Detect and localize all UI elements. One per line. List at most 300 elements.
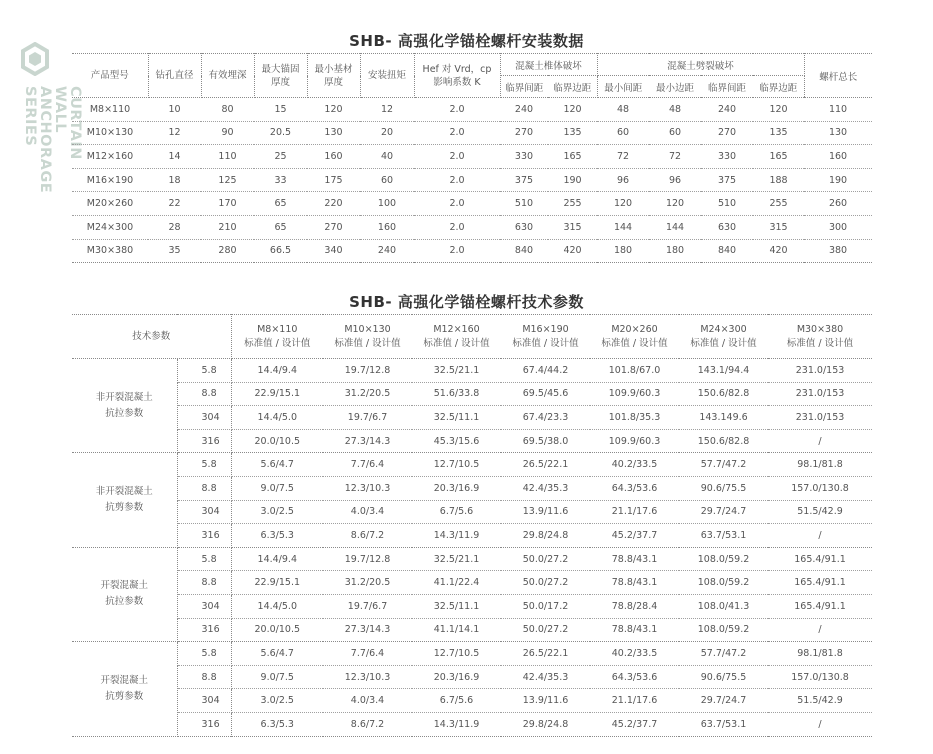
header-total-length: 螺杆总长: [804, 54, 872, 98]
table-cell: 190: [548, 168, 597, 192]
table-cell: 2.0: [414, 168, 500, 192]
value-cell: 78.8/43.1: [590, 571, 679, 595]
value-cell: 41.1/14.1: [412, 618, 501, 642]
table-row: [72, 642, 872, 666]
value-cell: 26.5/22.1: [501, 453, 590, 477]
value-cell: 63.7/53.1: [679, 524, 768, 548]
model-cell: M8×110: [72, 98, 148, 122]
grade-cell: 316: [177, 524, 231, 548]
value-cell: 7.7/6.4: [323, 642, 412, 666]
value-cell: 150.6/82.8: [679, 382, 768, 406]
table-row: [72, 121, 872, 145]
value-cell: 9.0/7.5: [231, 476, 323, 500]
table-cell: 22: [148, 192, 201, 216]
group-label-line1: 开裂混凝土: [100, 580, 148, 592]
value-cell: 109.9/60.3: [590, 429, 679, 453]
param-group-label: [72, 642, 177, 736]
param-group-label: [72, 359, 177, 453]
table-cell: 165: [753, 145, 804, 169]
table-cell: 135: [548, 121, 597, 145]
value-cell: 45.3/15.6: [412, 429, 501, 453]
table-row: [72, 594, 872, 618]
model-name: M16×190: [522, 323, 569, 335]
value-cell: 165.4/91.1: [768, 571, 872, 595]
value-cell: 50.0/27.2: [501, 571, 590, 595]
table-cell: 2.0: [414, 215, 500, 239]
table-cell: 135: [753, 121, 804, 145]
value-cell: 64.3/53.6: [590, 665, 679, 689]
table-cell: 110: [201, 145, 254, 169]
value-cell: 109.9/60.3: [590, 382, 679, 406]
model-cell: M16×190: [72, 168, 148, 192]
header-split-group: 混凝土劈裂破坏: [597, 54, 804, 76]
value-cell: 231.0/153: [768, 359, 872, 383]
table-cell: 60: [360, 168, 414, 192]
value-cell: 7.7/6.4: [323, 453, 412, 477]
table-cell: 280: [218, 245, 237, 257]
table-cell: 240: [701, 98, 753, 122]
model-name: M20×260: [611, 323, 658, 335]
grade-cell: 316: [177, 618, 231, 642]
value-cell: 13.9/11.6: [501, 689, 590, 713]
model-sub-label: 标准值 / 设计值: [786, 337, 854, 349]
table-cell: 130: [307, 121, 360, 145]
header-depth: 有效埋深: [201, 54, 254, 98]
value-cell: 78.8/28.4: [590, 594, 679, 618]
value-cell: 27.3/14.3: [323, 429, 412, 453]
grade-cell: 304: [177, 500, 231, 524]
table-row: [72, 359, 872, 383]
value-cell: 12.3/10.3: [323, 665, 412, 689]
table-row: [72, 406, 872, 430]
value-cell: 32.5/21.1: [412, 359, 501, 383]
header-cone-group: 混凝土椎体破坏: [500, 54, 597, 76]
table-cell: 35: [168, 245, 181, 257]
table-cell: 188: [753, 168, 804, 192]
value-cell: 4.0/3.4: [323, 689, 412, 713]
table-cell: 15: [254, 98, 307, 122]
model-sub-label: 标准值 / 设计值: [512, 337, 579, 349]
value-cell: 32.5/11.1: [412, 594, 501, 618]
header-hef-factor: Hef 对 Vrd，cp 影响系数 K: [414, 54, 500, 98]
table-row: [72, 192, 872, 216]
value-cell: 14.4/5.0: [231, 594, 323, 618]
table-cell: 65: [254, 215, 307, 239]
value-cell: 165.4/91.1: [768, 594, 872, 618]
table-cell: 144: [649, 215, 701, 239]
table-cell: 80: [201, 98, 254, 122]
table-row: [72, 453, 872, 477]
table-cell: 330: [500, 145, 548, 169]
model-sub-label: 标准值 / 设计值: [423, 337, 490, 349]
value-cell: 6.3/5.3: [260, 718, 294, 730]
value-cell: 50.0/27.2: [501, 618, 590, 642]
value-cell: 20.0/10.5: [231, 429, 323, 453]
table-cell: 2.0: [414, 192, 500, 216]
table-cell: 160: [804, 145, 872, 169]
table-cell: 270: [701, 121, 753, 145]
table-cell: 120: [649, 192, 701, 216]
value-cell: 78.8/43.1: [590, 547, 679, 571]
group-label-line2: 抗剪参数: [105, 502, 144, 514]
value-cell: 8.6/7.2: [323, 524, 412, 548]
value-cell: 157.0/130.8: [768, 476, 872, 500]
value-cell: 31.2/20.5: [323, 382, 412, 406]
table-cell: 72: [597, 145, 649, 169]
table-row: [72, 476, 872, 500]
table-cell: 420: [769, 245, 788, 257]
value-cell: 101.8/67.0: [590, 359, 679, 383]
table-row: [72, 239, 872, 263]
model-sub-label: 标准值 / 设计值: [334, 337, 401, 349]
table-cell: 380: [828, 245, 848, 257]
table-cell: 165: [548, 145, 597, 169]
group-label-line2: 抗拉参数: [105, 596, 144, 608]
table-cell: 170: [201, 192, 254, 216]
table-cell: 72: [649, 145, 701, 169]
value-cell: 143.149.6: [679, 406, 768, 430]
value-cell: 32.5/21.1: [412, 547, 501, 571]
table-cell: 18: [148, 168, 201, 192]
table-cell: 220: [307, 192, 360, 216]
value-cell: 51.5/42.9: [768, 689, 872, 713]
value-cell: 27.3/14.3: [323, 618, 412, 642]
table-row: [72, 500, 872, 524]
table-cell: 840: [717, 245, 737, 257]
model-header: [679, 315, 768, 359]
table-cell: 270: [307, 215, 360, 239]
value-cell: 45.2/37.7: [590, 524, 679, 548]
model-cell: M30×380: [86, 245, 134, 257]
model-sub-label: 标准值 / 设计值: [601, 337, 668, 349]
table-cell: 330: [701, 145, 753, 169]
value-cell: 101.8/35.3: [590, 406, 679, 430]
table-row: [72, 571, 872, 595]
table-cell: 300: [804, 215, 872, 239]
table-cell: 48: [649, 98, 701, 122]
value-cell: 14.3/11.9: [412, 524, 501, 548]
group-label-line1: 非开裂混凝土: [95, 486, 153, 498]
header-min-base: 最小基材厚度: [307, 54, 360, 98]
value-cell: 29.7/24.7: [679, 689, 768, 713]
grade-cell: 304: [177, 594, 231, 618]
value-cell: 6.3/5.3: [231, 524, 323, 548]
model-name: M8×110: [257, 323, 298, 335]
grade-cell: 316: [177, 712, 231, 736]
side-text-line1: CURTAIN WALL ANCHORAGE: [37, 86, 83, 194]
value-cell: 157.0/130.8: [768, 665, 872, 689]
value-cell: 64.3/53.6: [590, 476, 679, 500]
header-min-edge: 最小边距: [649, 76, 701, 98]
table-cell: 630: [500, 215, 548, 239]
model-sub-label: 标准值 / 设计值: [244, 337, 311, 349]
model-name: M30×380: [796, 323, 844, 335]
table-row: [72, 618, 872, 642]
table-cell: 60: [597, 121, 649, 145]
value-cell: 19.7/6.7: [323, 406, 412, 430]
table-cell: 65: [254, 192, 307, 216]
value-cell: 42.4/35.3: [501, 476, 590, 500]
value-cell: 21.1/17.6: [590, 500, 679, 524]
table-cell: 33: [254, 168, 307, 192]
header-crit-spacing: 临界间距: [500, 76, 548, 98]
value-cell: 50.0/17.2: [501, 594, 590, 618]
table-cell: 160: [360, 215, 414, 239]
grade-cell: 304: [177, 689, 231, 713]
table-cell: 120: [753, 98, 804, 122]
grade-cell: 5.8: [177, 453, 231, 477]
value-cell: 32.5/11.1: [412, 406, 501, 430]
value-cell: 50.0/27.2: [501, 547, 590, 571]
value-cell: 67.4/44.2: [501, 359, 590, 383]
value-cell: 231.0/153: [768, 406, 872, 430]
table-cell: 120: [597, 192, 649, 216]
header-model: 产品型号: [72, 54, 148, 98]
group-label-line2: 抗剪参数: [105, 690, 144, 702]
value-cell: 22.9/15.1: [231, 571, 323, 595]
value-cell: 5.6/4.7: [231, 453, 323, 477]
model-header: [501, 315, 590, 359]
value-cell: 21.1/17.6: [590, 689, 679, 713]
table-cell: 420: [563, 245, 582, 257]
value-cell: 5.6/4.7: [231, 642, 323, 666]
side-text-line2: SERIES: [22, 86, 38, 147]
table-cell: 130: [804, 121, 872, 145]
value-cell: 63.7/53.1: [700, 718, 747, 730]
header-drill: 钻孔直径: [148, 54, 201, 98]
value-cell: 6.7/5.6: [412, 500, 501, 524]
install-data-table: [72, 53, 872, 263]
table-cell: 2.0: [414, 121, 500, 145]
value-cell: 20.3/16.9: [412, 476, 501, 500]
value-cell: 12.3/10.3: [323, 476, 412, 500]
grade-cell: 5.8: [177, 642, 231, 666]
value-cell: 108.0/59.2: [679, 618, 768, 642]
table-cell: 10: [148, 98, 201, 122]
table-cell: 40: [360, 145, 414, 169]
table-cell: 630: [701, 215, 753, 239]
table-cell: 2.0: [414, 98, 500, 122]
value-cell: 14.4/5.0: [231, 406, 323, 430]
value-cell: 90.6/75.5: [679, 665, 768, 689]
model-name: M10×130: [344, 323, 391, 335]
table-row: [72, 665, 872, 689]
value-cell: 98.1/81.8: [768, 453, 872, 477]
table-cell: 125: [201, 168, 254, 192]
value-cell: 78.8/43.1: [590, 618, 679, 642]
value-cell: 69.5/38.0: [501, 429, 590, 453]
model-header: [412, 315, 501, 359]
table-cell: 20: [360, 121, 414, 145]
table-row: [72, 215, 872, 239]
table-cell: 510: [701, 192, 753, 216]
value-cell: 9.0/7.5: [231, 665, 323, 689]
table-cell: 12: [148, 121, 201, 145]
table-cell: 180: [613, 245, 633, 257]
model-cell: M24×300: [72, 215, 148, 239]
value-cell: 98.1/81.8: [768, 642, 872, 666]
value-cell: 3.0/2.5: [231, 689, 323, 713]
grade-cell: 5.8: [177, 359, 231, 383]
model-header: [590, 315, 679, 359]
table-cell: 240: [377, 245, 397, 257]
value-cell: 26.5/22.1: [501, 642, 590, 666]
group-label-line1: 非开裂混凝土: [95, 391, 153, 403]
value-cell: /: [768, 429, 872, 453]
tech-params-table: [72, 314, 872, 737]
table-cell: 175: [307, 168, 360, 192]
table-cell: 210: [201, 215, 254, 239]
value-cell: 22.9/15.1: [231, 382, 323, 406]
table-row: [72, 547, 872, 571]
header-max-thickness: 最大锚固厚度: [254, 54, 307, 98]
table-row: [72, 429, 872, 453]
value-cell: 41.1/22.4: [412, 571, 501, 595]
table-cell: 2.0: [414, 145, 500, 169]
value-cell: 6.7/5.6: [412, 689, 501, 713]
value-cell: 69.5/45.6: [501, 382, 590, 406]
grade-cell: 8.8: [177, 382, 231, 406]
value-cell: 19.7/12.8: [323, 359, 412, 383]
table-cell: 2.0: [449, 245, 465, 257]
value-cell: 143.1/94.4: [679, 359, 768, 383]
table-cell: 255: [548, 192, 597, 216]
header-tech-params: 技术参数: [72, 315, 231, 359]
table-row: [72, 98, 872, 122]
value-cell: 90.6/75.5: [679, 476, 768, 500]
table-cell: 340: [324, 245, 343, 257]
model-header: [323, 315, 412, 359]
table-cell: 90: [201, 121, 254, 145]
value-cell: 14.4/9.4: [231, 359, 323, 383]
table-cell: 190: [804, 168, 872, 192]
value-cell: 57.7/47.2: [679, 453, 768, 477]
grade-cell: 8.8: [177, 476, 231, 500]
value-cell: 57.7/47.2: [679, 642, 768, 666]
value-cell: 51.5/42.9: [768, 500, 872, 524]
value-cell: 40.2/33.5: [590, 642, 679, 666]
value-cell: 14.4/9.4: [231, 547, 323, 571]
table-cell: 510: [500, 192, 548, 216]
table-cell: 270: [500, 121, 548, 145]
value-cell: 42.4/35.3: [501, 665, 590, 689]
table-cell: 144: [597, 215, 649, 239]
value-cell: 31.2/20.5: [323, 571, 412, 595]
grade-cell: 8.8: [177, 665, 231, 689]
table-cell: 120: [307, 98, 360, 122]
table-cell: 100: [360, 192, 414, 216]
table-cell: 25: [254, 145, 307, 169]
value-cell: 20.0/10.5: [231, 618, 323, 642]
table-cell: 12: [360, 98, 414, 122]
value-cell: 3.0/2.5: [231, 500, 323, 524]
value-cell: 20.3/16.9: [412, 665, 501, 689]
table-cell: 60: [649, 121, 701, 145]
value-cell: 4.0/3.4: [323, 500, 412, 524]
header-min-spacing: 最小间距: [597, 76, 649, 98]
table-cell: 66.5: [269, 245, 292, 257]
value-cell: 12.7/10.5: [412, 453, 501, 477]
table-row: [72, 168, 872, 192]
table-cell: 160: [307, 145, 360, 169]
value-cell: /: [768, 524, 872, 548]
value-cell: 12.7/10.5: [412, 642, 501, 666]
value-cell: 108.0/59.2: [679, 547, 768, 571]
header-torque: 安装扭矩: [360, 54, 414, 98]
model-header: [768, 315, 872, 359]
table-row: [72, 524, 872, 548]
value-cell: 40.2/33.5: [590, 453, 679, 477]
install-data-title: SHB- 高强化学锚栓螺杆安装数据: [349, 32, 584, 50]
table-cell: 110: [804, 98, 872, 122]
table-cell: 840: [514, 245, 534, 257]
table-cell: 180: [665, 245, 685, 257]
table-cell: 375: [701, 168, 753, 192]
table-cell: 28: [148, 215, 201, 239]
model-name: M12×160: [433, 323, 480, 335]
table-cell: 260: [804, 192, 872, 216]
value-cell: 8.6/7.2: [350, 718, 385, 730]
value-cell: 13.9/11.6: [501, 500, 590, 524]
value-cell: 45.2/37.7: [611, 718, 658, 730]
grade-cell: 304: [177, 406, 231, 430]
table-cell: 240: [500, 98, 548, 122]
value-cell: 165.4/91.1: [768, 547, 872, 571]
value-cell: 19.7/6.7: [323, 594, 412, 618]
table-cell: 20.5: [254, 121, 307, 145]
table-cell: 48: [597, 98, 649, 122]
table-cell: 96: [649, 168, 701, 192]
table-cell: 120: [548, 98, 597, 122]
value-cell: 67.4/23.3: [501, 406, 590, 430]
table-row: [72, 712, 872, 736]
model-cell: M20×260: [72, 192, 148, 216]
model-cell: M10×130: [72, 121, 148, 145]
value-cell: /: [768, 618, 872, 642]
table-row: [72, 382, 872, 406]
value-cell: 29.8/24.8: [522, 718, 569, 730]
group-label-line1: 开裂混凝土: [100, 674, 148, 686]
grade-cell: 5.8: [177, 547, 231, 571]
table-cell: 14: [148, 145, 201, 169]
table-row: [72, 689, 872, 713]
model-cell: M12×160: [72, 145, 148, 169]
value-cell: 19.7/12.8: [323, 547, 412, 571]
value-cell: 29.7/24.7: [679, 500, 768, 524]
header-split-crit-spacing: 临界间距: [701, 76, 753, 98]
model-header: [231, 315, 323, 359]
param-group-label: [72, 547, 177, 641]
value-cell: 108.0/41.3: [679, 594, 768, 618]
value-cell: 14.3/11.9: [433, 718, 480, 730]
grade-cell: 8.8: [177, 571, 231, 595]
group-label-line2: 抗拉参数: [105, 407, 144, 419]
header-crit-edge: 临界边距: [548, 76, 597, 98]
table-cell: 375: [500, 168, 548, 192]
tech-params-title: SHB- 高强化学锚栓螺杆技术参数: [349, 293, 584, 311]
model-sub-label: 标准值 / 设计值: [690, 337, 757, 349]
table-row: [72, 145, 872, 169]
table-cell: 315: [753, 215, 804, 239]
param-group-label: [72, 453, 177, 547]
grade-cell: 316: [177, 429, 231, 453]
value-cell: /: [818, 718, 822, 730]
value-cell: 108.0/59.2: [679, 571, 768, 595]
table-cell: 315: [548, 215, 597, 239]
model-name: M24×300: [700, 323, 747, 335]
value-cell: 231.0/153: [768, 382, 872, 406]
value-cell: 51.6/33.8: [412, 382, 501, 406]
